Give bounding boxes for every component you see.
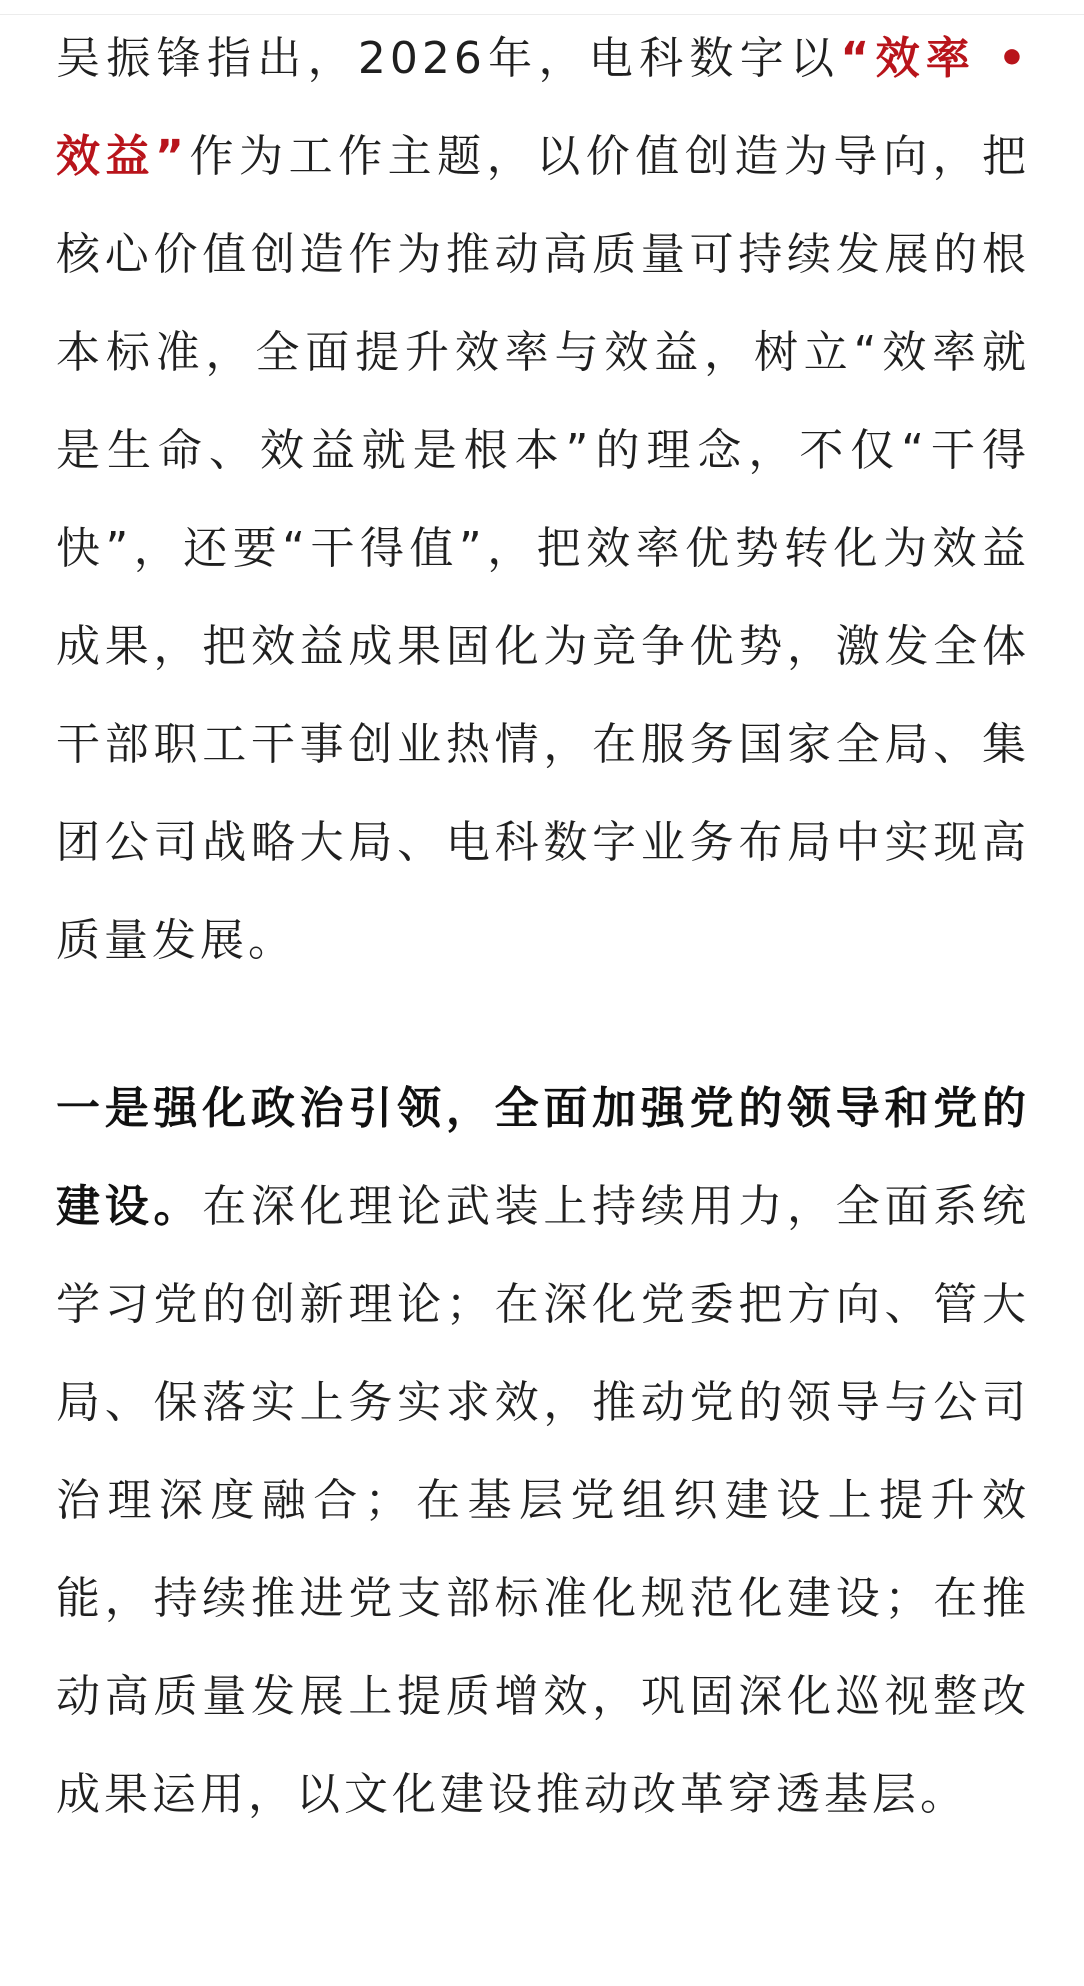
political-leadership-text: 在深化理论武装上持续用力，全面系统学习党的创新理论；在深化党委把方向、管大局、保落实上务实求效，推动党的领导与公司治理深度融合；在基层党组织建设上提升效能，持续推进党支部标准化规范化建设；在推动高质量发展上提质增效，巩固深化巡视整改成果运用，以文化建设推动改革穿透基层。 (56, 1181, 1031, 1820)
intro-text-rest: 作为工作主题，以价值创造为导向，把核心价值创造作为推动高质量可持续发展的根本标准，全面提升效率与效益，树立“效率就是生命、效益就是根本”的理念，不仅“干得快”，还要“干得值”，把效率优势转化为效益成果，把效益成果固化为竞争优势，激发全体干部职工干事创业热情，在服务国家全局、集团公司战略大局、电科数字业务布局中实现高质量发展。 (56, 131, 1031, 966)
highlight-theme: “效率 • 效益” (56, 33, 1030, 182)
paragraph-lead-heading: 一是强化政治引领，全面加强党的领导和党的建设。 (56, 1083, 1030, 1232)
intro-text-start: 吴振锋指出，2026年，电科数字以 (56, 33, 841, 84)
paragraph-intro (56, 10, 1030, 990)
article-body (56, 10, 1030, 1844)
paragraph-political-leadership (56, 1060, 1030, 1844)
